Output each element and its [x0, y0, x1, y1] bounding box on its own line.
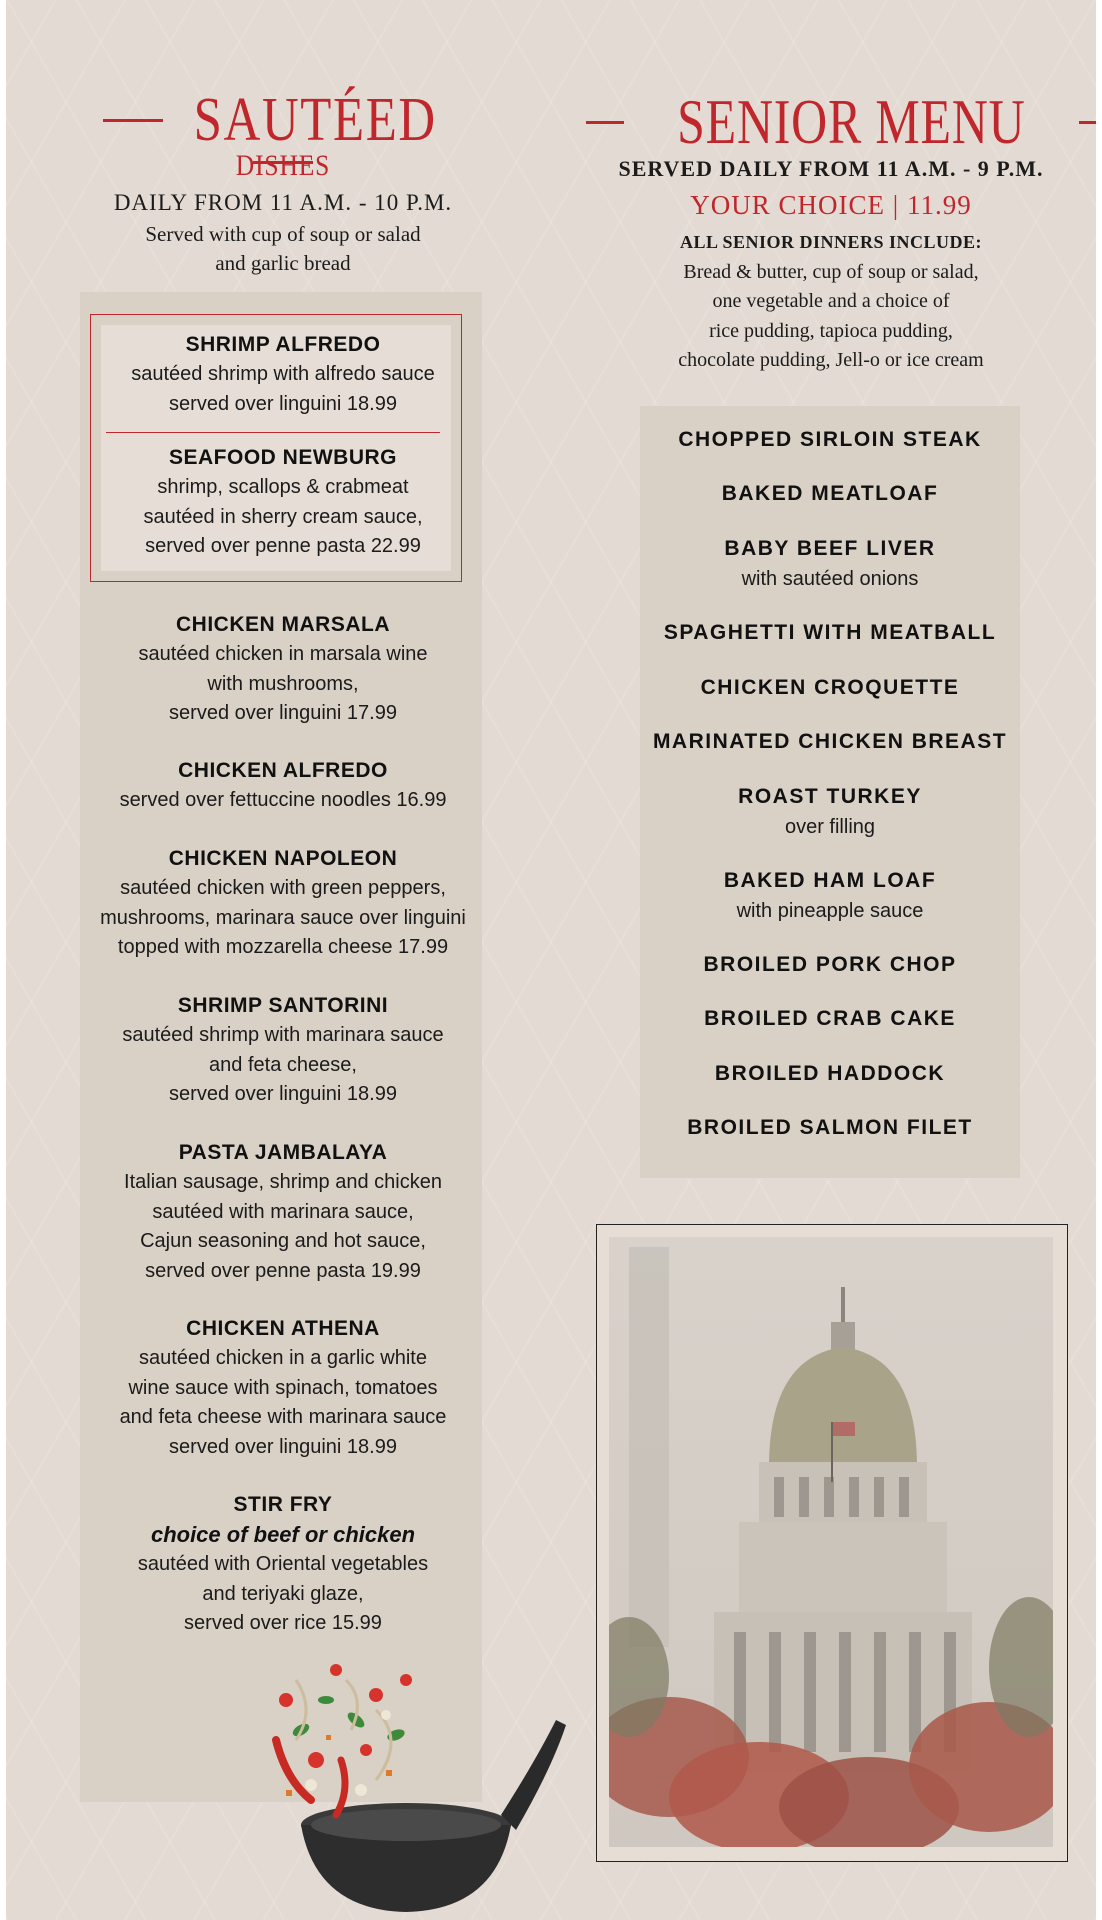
dish-name: CHICKEN NAPOLEON [168, 847, 398, 870]
senior-item [640, 950, 1020, 980]
senior-includes-line: chocolate pudding, Jell-o or ice cream [678, 349, 984, 371]
senior-item-name: BROILED CRAB CAKE [704, 1007, 956, 1030]
senior-item-name: SPAGHETTI WITH MEATBALL [663, 621, 997, 644]
senior-item-name: BROILED SALMON FILET [687, 1116, 973, 1139]
dish-description: sautéed with Oriental vegetables and teriyaki glaze, served over rice 15.99 [137, 1553, 429, 1634]
senior-item-name: BROILED PORK CHOP [703, 953, 957, 976]
sauteed-hours: DAILY FROM 11 A.M. - 10 P.M. [113, 190, 453, 215]
senior-item [640, 479, 1020, 509]
sauteed-served-line: and garlic bread [215, 251, 351, 275]
wok-stir-fry-illustration [256, 1640, 566, 1920]
senior-item-description: with pineapple sauce [736, 900, 924, 922]
dish-description: shrimp, scallops & crabmeat sautéed in sherry cream sauce, served over penne pasta 22.99 [143, 476, 423, 557]
dish-description: sautéed shrimp with alfredo sauce served over linguini 18.99 [131, 363, 435, 415]
dish-name: CHICKEN ALFREDO [178, 759, 388, 782]
dish-chicken-napoleon [80, 844, 486, 963]
dish-name: SEAFOOD NEWBURG [169, 446, 397, 469]
sauteed-title: SAUTÉED [193, 86, 437, 154]
heading-rule-left [586, 121, 624, 124]
senior-item-name: CHOPPED SIRLOIN STEAK [678, 428, 982, 451]
senior-item-name: BAKED MEATLOAF [721, 482, 939, 505]
senior-includes-line: one vegetable and a choice of [712, 290, 950, 312]
dish-chicken-marsala [80, 610, 486, 729]
senior-title: SENIOR MENU [677, 86, 1026, 157]
dish-name: PASTA JAMBALAYA [178, 1141, 388, 1164]
senior-includes-line: Bread & butter, cup of soup or salad, [683, 261, 979, 283]
dish-description: Italian sausage, shrimp and chicken sautéed with marinara sauce, Cajun seasoning and hot sauce, served over penne pasta 19.99 [124, 1171, 442, 1282]
senior-item-description: over filling [784, 816, 876, 838]
dish-seafood-newburg [80, 443, 486, 562]
dish-name: SHRIMP SANTORINI [177, 994, 389, 1017]
senior-includes-line: rice pudding, tapioca pudding, [709, 320, 953, 342]
menu-page [6, 0, 1096, 1920]
senior-item-name: CHICKEN CROQUETTE [700, 676, 960, 699]
heading-rule-left [103, 119, 163, 122]
senior-item-name: ROAST TURKEY [738, 785, 922, 808]
dish-stir-fry [80, 1490, 486, 1639]
senior-item-name: BABY BEEF LIVER [724, 537, 936, 560]
senior-item [640, 866, 1020, 926]
senior-item [640, 425, 1020, 455]
dish-description: sautéed chicken in a garlic white wine sauce with spinach, tomatoes and feta cheese with marinara sauce served over linguini 18.99 [119, 1347, 447, 1458]
senior-item [640, 673, 1020, 703]
senior-item [640, 782, 1020, 842]
sauteed-served-line: Served with cup of soup or salad [145, 222, 421, 246]
dish-name: SHRIMP ALFREDO [185, 333, 381, 356]
dish-description: sautéed chicken in marsala wine with mushrooms, served over linguini 17.99 [138, 643, 428, 724]
dish-chicken-alfredo [80, 756, 486, 816]
dish-name: STIR FRY [233, 1493, 333, 1516]
dish-description: served over fettuccine noodles 16.99 [119, 789, 447, 811]
dish-shrimp-alfredo [80, 330, 486, 419]
vegetables-icon [276, 1664, 412, 1815]
dish-note: choice of beef or chicken [150, 1522, 416, 1547]
senior-includes-label: ALL SENIOR DINNERS INCLUDE: [679, 232, 983, 252]
senior-heading [586, 88, 1076, 156]
senior-item [640, 1004, 1020, 1034]
heading-rule-right [1079, 121, 1096, 124]
senior-price: YOUR CHOICE | 11.99 [690, 190, 972, 220]
senior-item [640, 727, 1020, 757]
dish-pasta-jambalaya [80, 1138, 486, 1286]
senior-item [640, 1059, 1020, 1089]
capitol-building-painting [609, 1237, 1053, 1847]
senior-item-name: MARINATED CHICKEN BREAST [652, 730, 1008, 753]
dish-chicken-athena [80, 1314, 486, 1462]
senior-item-name: BROILED HADDOCK [714, 1062, 946, 1085]
senior-item-description: with sautéed onions [741, 568, 919, 590]
dish-name: CHICKEN MARSALA [176, 613, 390, 636]
senior-item-name: BAKED HAM LOAF [723, 869, 937, 892]
dish-name: CHICKEN ATHENA [186, 1317, 380, 1340]
featured-divider [106, 432, 440, 433]
wok-icon [301, 1720, 566, 1912]
senior-item [640, 534, 1020, 594]
dish-description: sautéed chicken with green peppers, mushrooms, marinara sauce over linguini topped with mozzarella cheese 17.99 [100, 877, 466, 958]
dish-shrimp-santorini [80, 991, 486, 1110]
dish-description: sautéed shrimp with marinara sauce and feta cheese, served over linguini 18.99 [122, 1024, 444, 1105]
senior-item [640, 618, 1020, 648]
senior-hours: SERVED DAILY FROM 11 A.M. - 9 P.M. [618, 156, 1044, 181]
senior-item [640, 1113, 1020, 1143]
capitol-painting-frame [596, 1224, 1068, 1862]
sauteed-subtitle: DISHES [235, 149, 331, 182]
